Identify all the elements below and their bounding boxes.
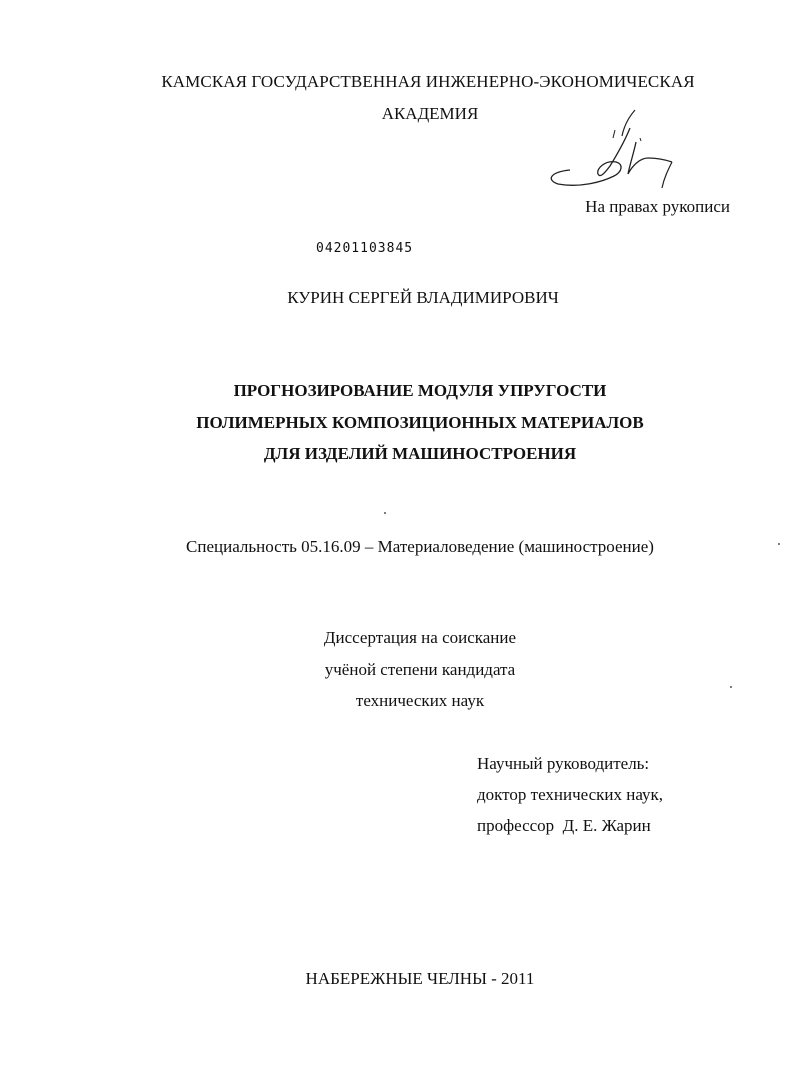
- scan-speck: [730, 686, 732, 688]
- title-line-1: ПРОГНОЗИРОВАНИЕ МОДУЛЯ УПРУГОСТИ: [233, 381, 607, 400]
- scan-speck: [384, 512, 386, 514]
- degree-line-3: технических наук: [355, 691, 485, 710]
- manuscript-note: На правах рукописи: [585, 197, 730, 216]
- city-year: НАБЕРЕЖНЫЕ ЧЕЛНЫ - 2011: [305, 969, 535, 988]
- supervisor-label: Научный руководитель:: [477, 754, 650, 773]
- catalog-number: 04201103845: [316, 241, 414, 256]
- degree-line-1: Диссертация на соискание: [323, 628, 517, 647]
- supervisor-degree: доктор технических наук,: [477, 785, 664, 804]
- scan-speck: [778, 543, 780, 545]
- handwritten-signature: [540, 108, 690, 198]
- institution-name-line-2: АКАДЕМИЯ: [381, 104, 479, 123]
- title-line-2: ПОЛИМЕРНЫХ КОМПОЗИЦИОННЫХ МАТЕРИАЛОВ: [196, 413, 644, 432]
- degree-line-2: учёной степени кандидата: [324, 660, 516, 679]
- specialty-line: Специальность 05.16.09 – Материаловедение (машиностроение): [186, 537, 654, 556]
- supervisor-name: профессор Д. Е. Жарин: [477, 816, 651, 835]
- author-name: КУРИН СЕРГЕЙ ВЛАДИМИРОВИЧ: [287, 288, 559, 307]
- institution-name-line-1: КАМСКАЯ ГОСУДАРСТВЕННАЯ ИНЖЕНЕРНО-ЭКОНОМИЧЕСКАЯ: [161, 72, 695, 91]
- title-line-3: ДЛЯ ИЗДЕЛИЙ МАШИНОСТРОЕНИЯ: [263, 444, 577, 463]
